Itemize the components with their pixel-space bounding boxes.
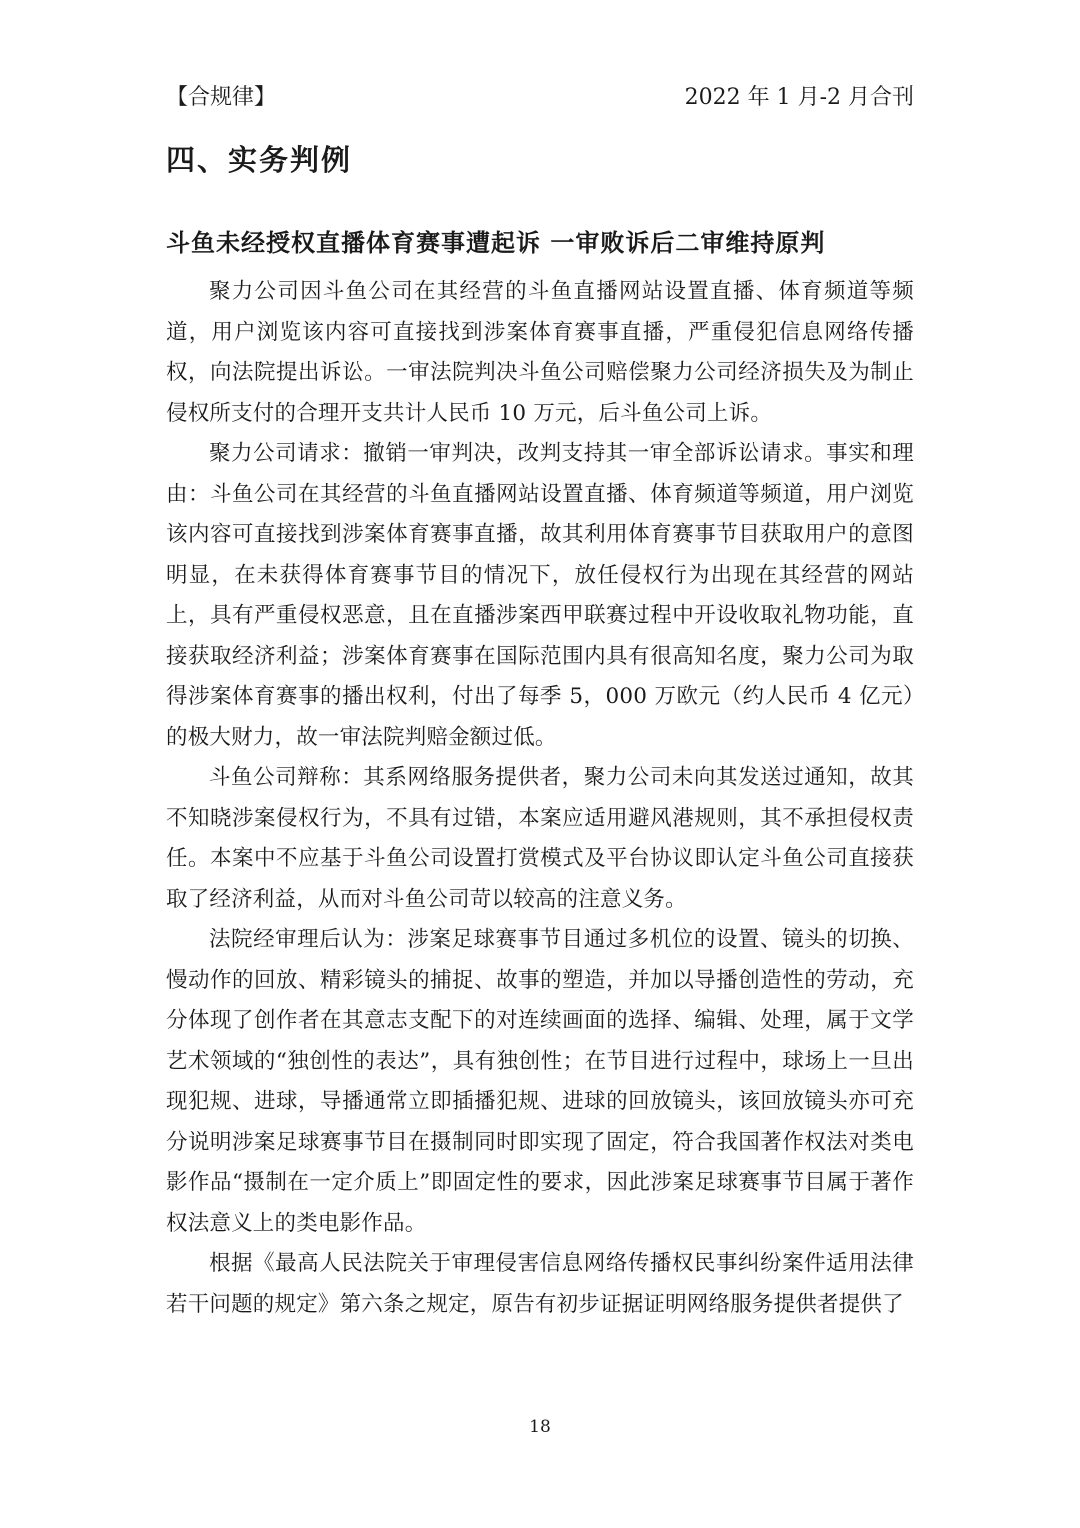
paragraph: 根据《最高人民法院关于审理侵害信息网络传播权民事纠纷案件适用法律若干问题的规定》第六条之规定，原告有初步证据证明网络服务提供者提供了 <box>166 1251 914 1317</box>
header-issue-date: 2022 年 1 月-2 月合刊 <box>684 85 914 110</box>
paragraph: 聚力公司请求：撤销一审判决，改判支持其一审全部诉讼请求。事实和理由：斗鱼公司在其经营的斗鱼直播网站设置直播、体育频道等频道，用户浏览该内容可直接找到涉案体育赛事直播，故其利用体育赛事节目获取用户的意图明显，在未获得体育赛事节目的情况下，放任侵权行为出现在其经营的网站上，具有严重侵权恶意，且在直播涉案西甲联赛过程中开设收取礼物功能，直接获取经济利益；涉案体育赛事在国际范围内具有很高知名度，聚力公司为取得涉案体育赛事的播出权利，付出了每季 5，000 万欧元（约人民币 4 亿元）的极大财力，故一审法院判赔金额过低。 <box>166 441 914 750</box>
article-body <box>166 272 914 1325</box>
paragraph: 斗鱼公司辩称：其系网络服务提供者，聚力公司未向其发送过通知，故其不知晓涉案侵权行为，不具有过错，本案应适用避风港规则，其不承担侵权责任。本案中不应基于斗鱼公司设置打赏模式及平台协议即认定斗鱼公司直接获取了经济利益，从而对斗鱼公司苛以较高的注意义务。 <box>166 765 914 912</box>
header-journal-name: 【合规律】 <box>166 85 277 110</box>
section-title: 四、实务判例 <box>166 143 353 177</box>
paragraph: 法院经审理后认为：涉案足球赛事节目通过多机位的设置、镜头的切换、慢动作的回放、精彩镜头的捕捉、故事的塑造，并加以导播创造性的劳动，充分体现了创作者在其意志支配下的对连续画面的选择、编辑、处理，属于文学艺术领域的“独创性的表达”，具有独创性；在节目进行过程中，球场上一旦出现犯规、进球，导播通常立即插播犯规、进球的回放镜头，该回放镜头亦可充分说明涉案足球赛事节目在摄制同时即实现了固定，符合我国著作权法对类电影作品“摄制在一定介质上”即固定性的要求，因此涉案足球赛事节目属于著作权法意义上的类电影作品。 <box>166 927 914 1236</box>
paragraph: 聚力公司因斗鱼公司在其经营的斗鱼直播网站设置直播、体育频道等频道，用户浏览该内容可直接找到涉案体育赛事直播，严重侵犯信息网络传播权，向法院提出诉讼。一审法院判决斗鱼公司赔偿聚力公司经济损失及为制止侵权所支付的合理开支共计人民币 10 万元，后斗鱼公司上诉。 <box>166 279 914 426</box>
article-title: 斗鱼未经授权直播体育赛事遭起诉 一审败诉后二审维持原判 <box>166 228 826 257</box>
page-number: 18 <box>529 1417 551 1437</box>
